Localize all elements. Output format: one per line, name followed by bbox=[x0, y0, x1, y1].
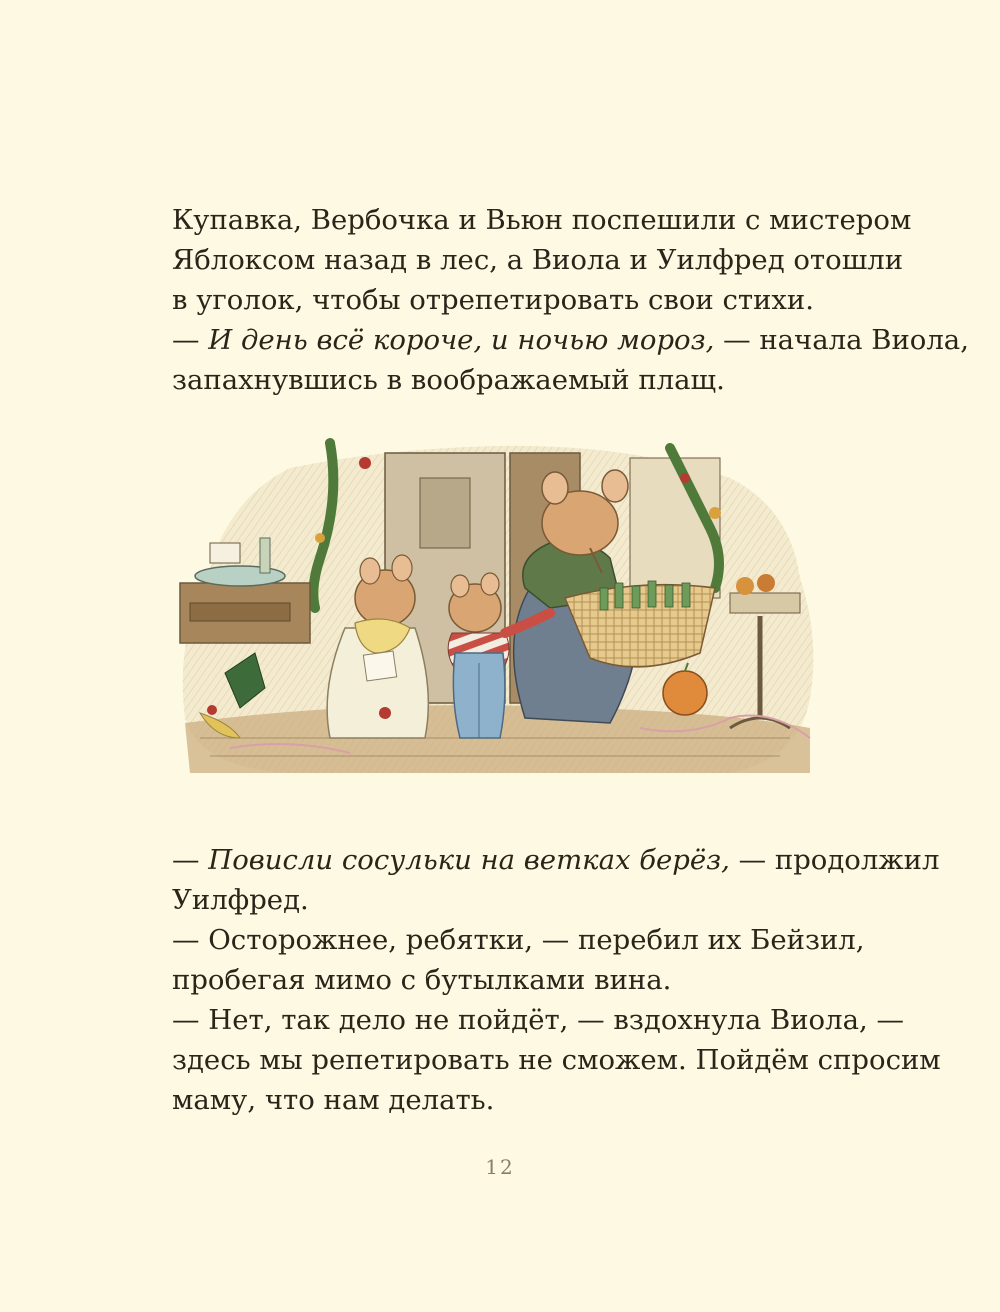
text-run: — Осторожнее, ребятки, — перебил их Бейзил, bbox=[172, 924, 865, 956]
text-line bbox=[172, 360, 808, 400]
text-block-bottom bbox=[172, 840, 941, 1120]
text-run: здесь мы репетировать не сможем. Пойдём спросим bbox=[172, 1044, 941, 1076]
text-line bbox=[172, 880, 808, 920]
text-run: — Нет, так дело не пойдёт, — вздохнула Виола, — bbox=[172, 1004, 904, 1036]
text-line bbox=[172, 1080, 808, 1120]
text-line bbox=[172, 240, 904, 280]
text-run: в уголок, чтобы отрепетировать свои стихи. bbox=[172, 284, 814, 316]
text-run: — bbox=[172, 844, 209, 876]
text-run: Уилфред. bbox=[172, 884, 309, 916]
text-run: Купавка, Вербочка и Вьюн поспешили с мистером bbox=[172, 204, 912, 236]
text-line bbox=[172, 920, 865, 960]
text-run: — bbox=[172, 324, 209, 356]
text-line bbox=[172, 960, 808, 1000]
mice-family-illustration bbox=[170, 438, 830, 783]
text-run: Яблоксом назад в лес, а Виола и Уилфред отошли bbox=[172, 244, 904, 276]
text-run: — продолжил bbox=[729, 844, 940, 876]
text-line bbox=[172, 840, 940, 880]
text-line bbox=[172, 280, 814, 320]
italic-verse: И день всё короче, и ночью мороз, bbox=[208, 324, 715, 356]
text-run: — начала Виола, bbox=[714, 324, 969, 356]
italic-verse: Повисли сосульки на ветках берёз, bbox=[208, 844, 730, 876]
text-run: пробегая мимо с бутылками вина. bbox=[172, 964, 672, 996]
text-run: запахнувшись в воображаемый плащ. bbox=[172, 364, 725, 396]
text-line bbox=[172, 320, 969, 360]
text-block-top bbox=[172, 200, 969, 400]
text-line bbox=[172, 1040, 941, 1080]
text-line bbox=[172, 200, 912, 240]
text-line bbox=[172, 1000, 904, 1040]
page-number: 12 bbox=[485, 1155, 515, 1179]
text-run: маму, что нам делать. bbox=[172, 1084, 495, 1116]
